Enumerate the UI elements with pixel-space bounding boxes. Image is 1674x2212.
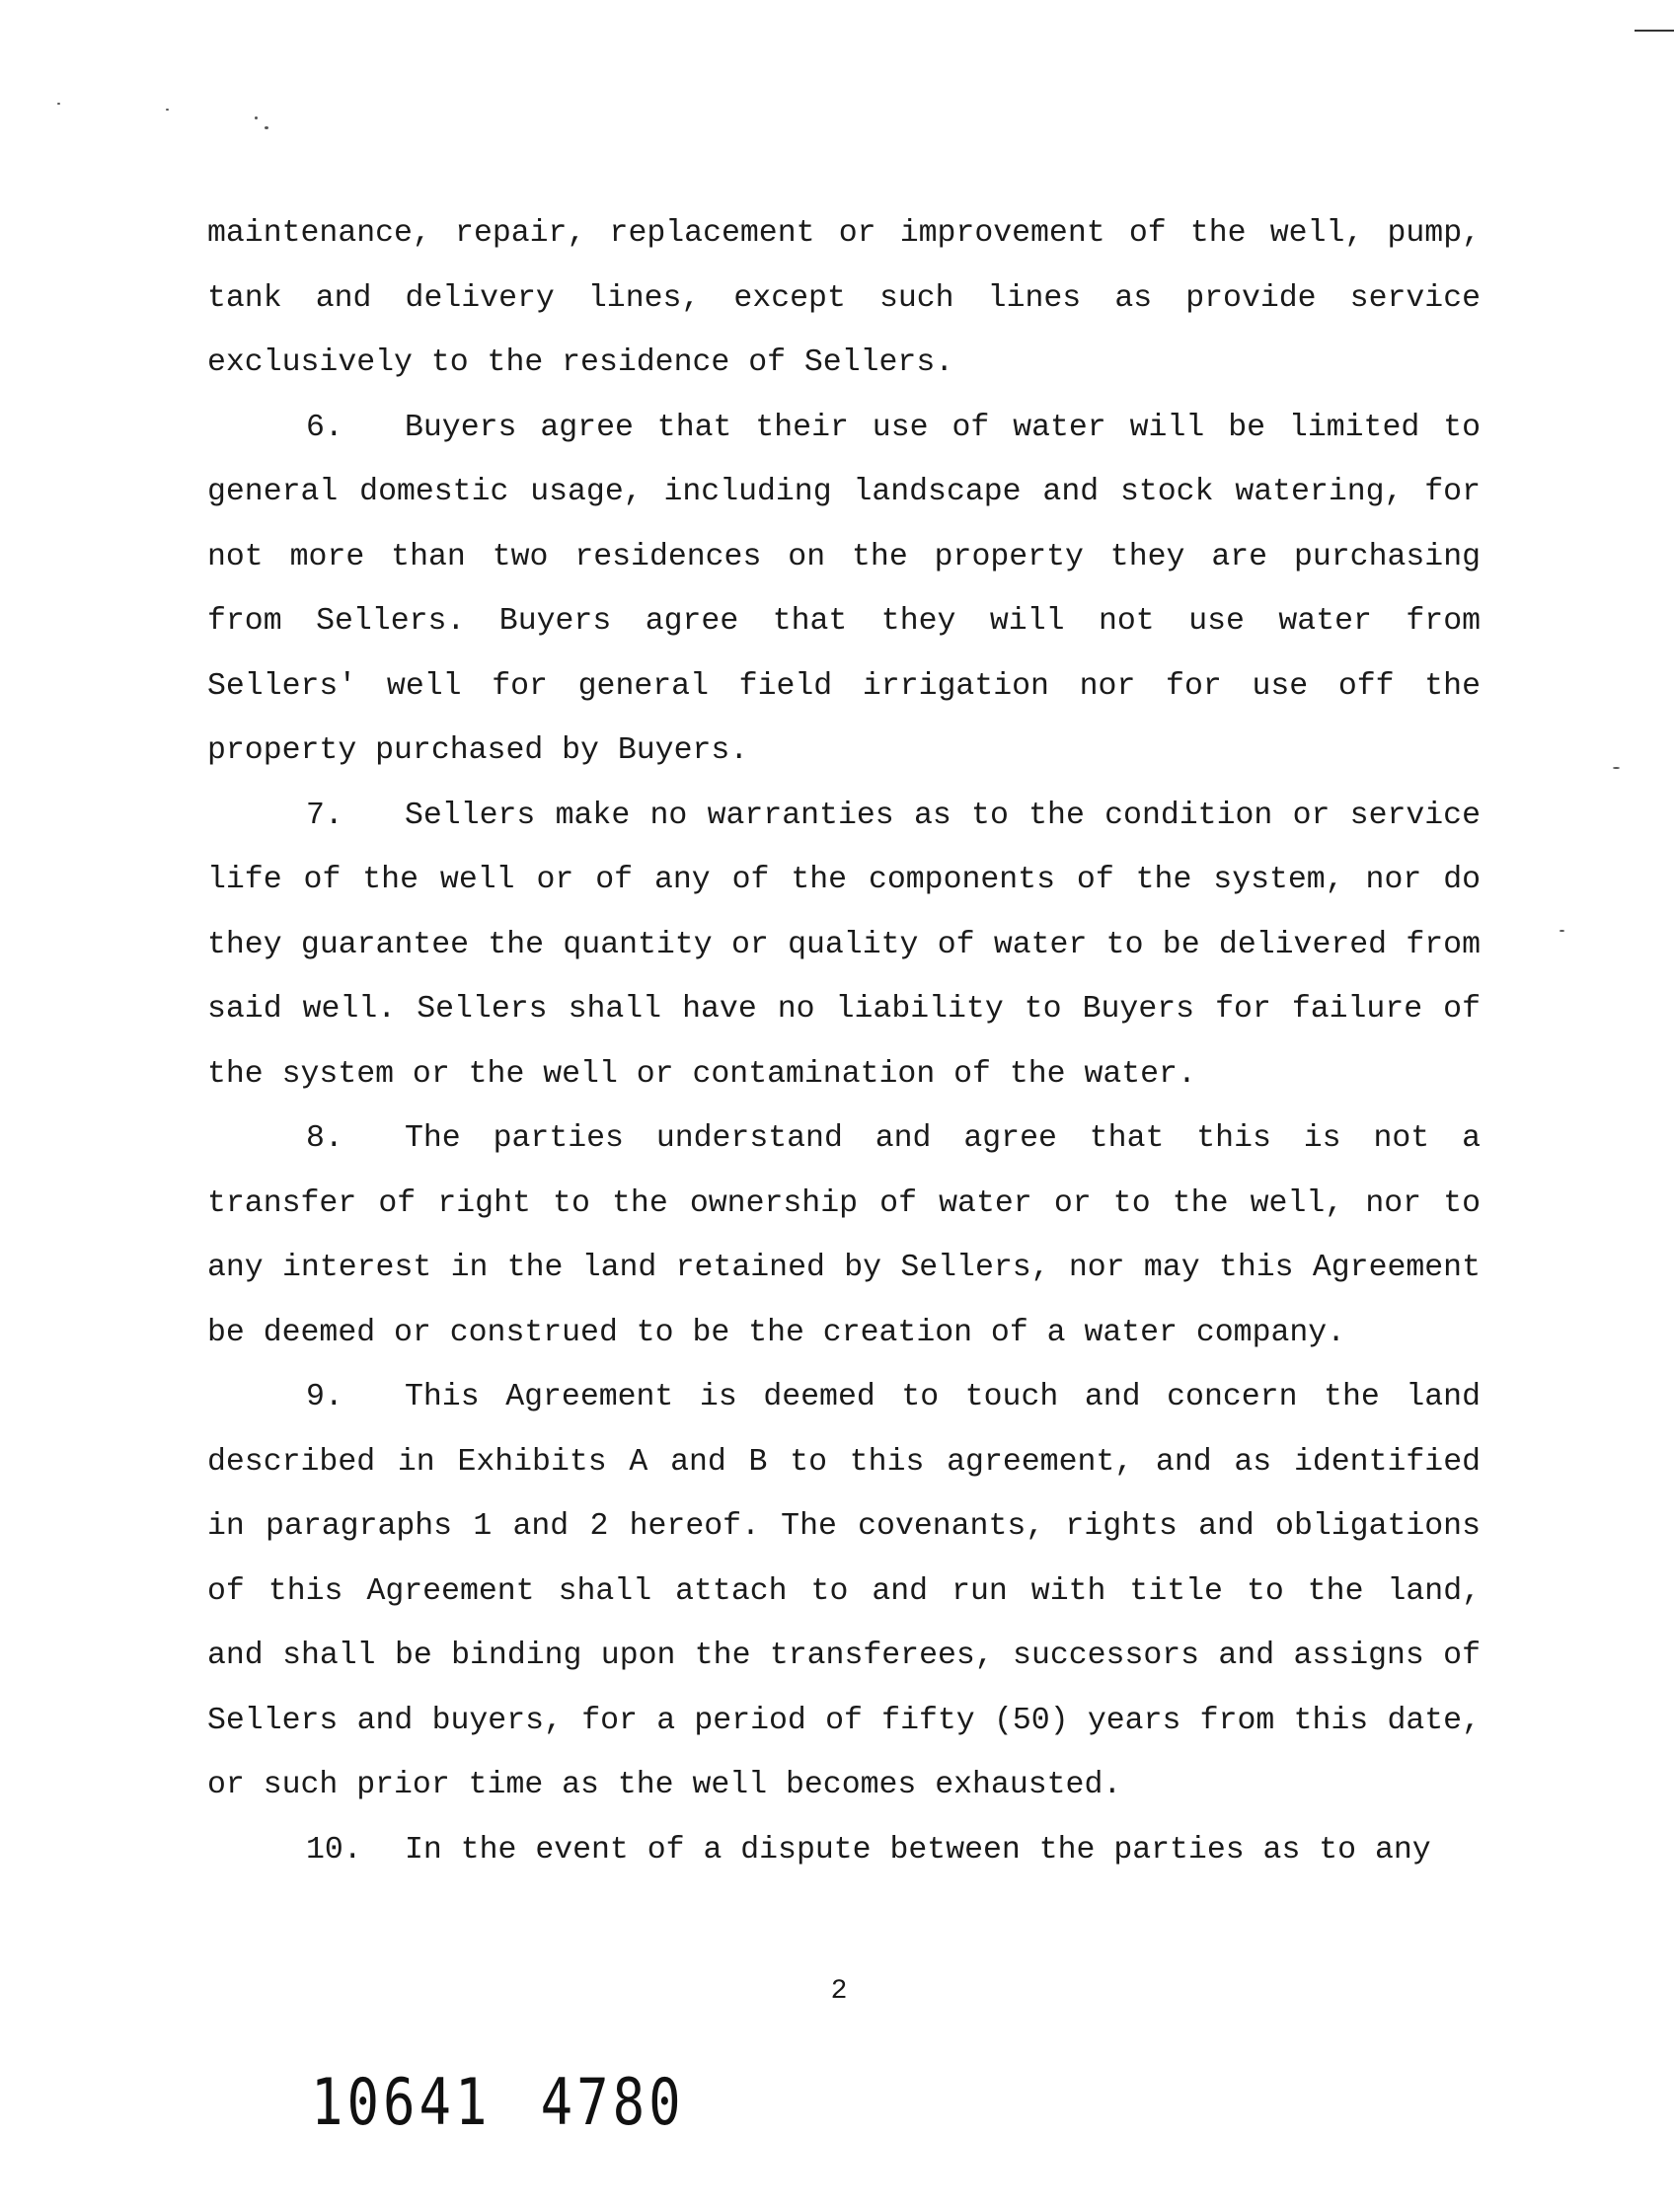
paragraph-text: Sellers make no warranties as to the condition or service life of the well or of any of the components of the system, nor do they guarantee the quantity or quality of water to be delivered from said well. Sellers shall have no liability to Buyers for failure of the system or the well or contamination of the water. bbox=[207, 798, 1481, 1092]
document-body bbox=[207, 201, 1481, 1882]
paragraph-7 bbox=[207, 784, 1481, 1107]
scan-speck bbox=[57, 103, 60, 105]
paragraph-text: Buyers agree that their use of water will be limited to general domestic usage, including landscape and stock watering, for not more than two residences on the property they are purchasing from Sellers. Buyers agree that they will not use water from Sellers' well for general field irrigation nor for use off the property purchased by Buyers. bbox=[207, 410, 1481, 768]
paragraph-number: 7. bbox=[306, 798, 343, 833]
stamp-book-number: 10641 bbox=[311, 2065, 492, 2140]
paragraph-number: 10. bbox=[306, 1832, 362, 1868]
paragraph-text: The parties understand and agree that this is not a transfer of right to the ownership of water or to the well, nor to any interest in the land retained by Sellers, nor may this Agreement be deemed or construed to be the creation of a water company. bbox=[207, 1121, 1481, 1350]
paragraph-6 bbox=[207, 396, 1481, 784]
recording-stamp bbox=[311, 2065, 685, 2140]
stamp-page-number: 4780 bbox=[540, 2065, 685, 2140]
page-number: 2 bbox=[830, 1976, 848, 2007]
scan-speck bbox=[166, 109, 169, 111]
scan-edge-mark bbox=[1635, 30, 1674, 32]
paragraph-text: This Agreement is deemed to touch and concern the land described in Exhibits A and B to this agreement, and as identified in paragraphs 1 and 2 hereof. The covenants, rights and obligations of this Agreement shall attach to and run with title to the land, and shall be binding upon the transferees, successors and assigns of Sellers and buyers, for a period of fifty (50) years from this date, or such prior time as the well becomes exhausted. bbox=[207, 1380, 1481, 1802]
scan-speck bbox=[255, 116, 258, 119]
paragraph-number: 8. bbox=[306, 1121, 343, 1156]
paragraph-number: 6. bbox=[306, 410, 343, 445]
paragraph-10 bbox=[207, 1818, 1481, 1883]
paragraph-8 bbox=[207, 1106, 1481, 1365]
continuation-paragraph: maintenance, repair, replacement or improvement of the well, pump, tank and delivery lines, except such lines as provide service exclusively to the residence of Sellers. bbox=[207, 216, 1481, 380]
paragraph-text: In the event of a dispute between the parties as to any bbox=[405, 1832, 1431, 1868]
scan-speck bbox=[1613, 767, 1620, 769]
scan-speck bbox=[265, 126, 268, 129]
scan-speck bbox=[1560, 930, 1564, 932]
paragraph-9 bbox=[207, 1365, 1481, 1818]
paragraph-number: 9. bbox=[306, 1380, 343, 1414]
